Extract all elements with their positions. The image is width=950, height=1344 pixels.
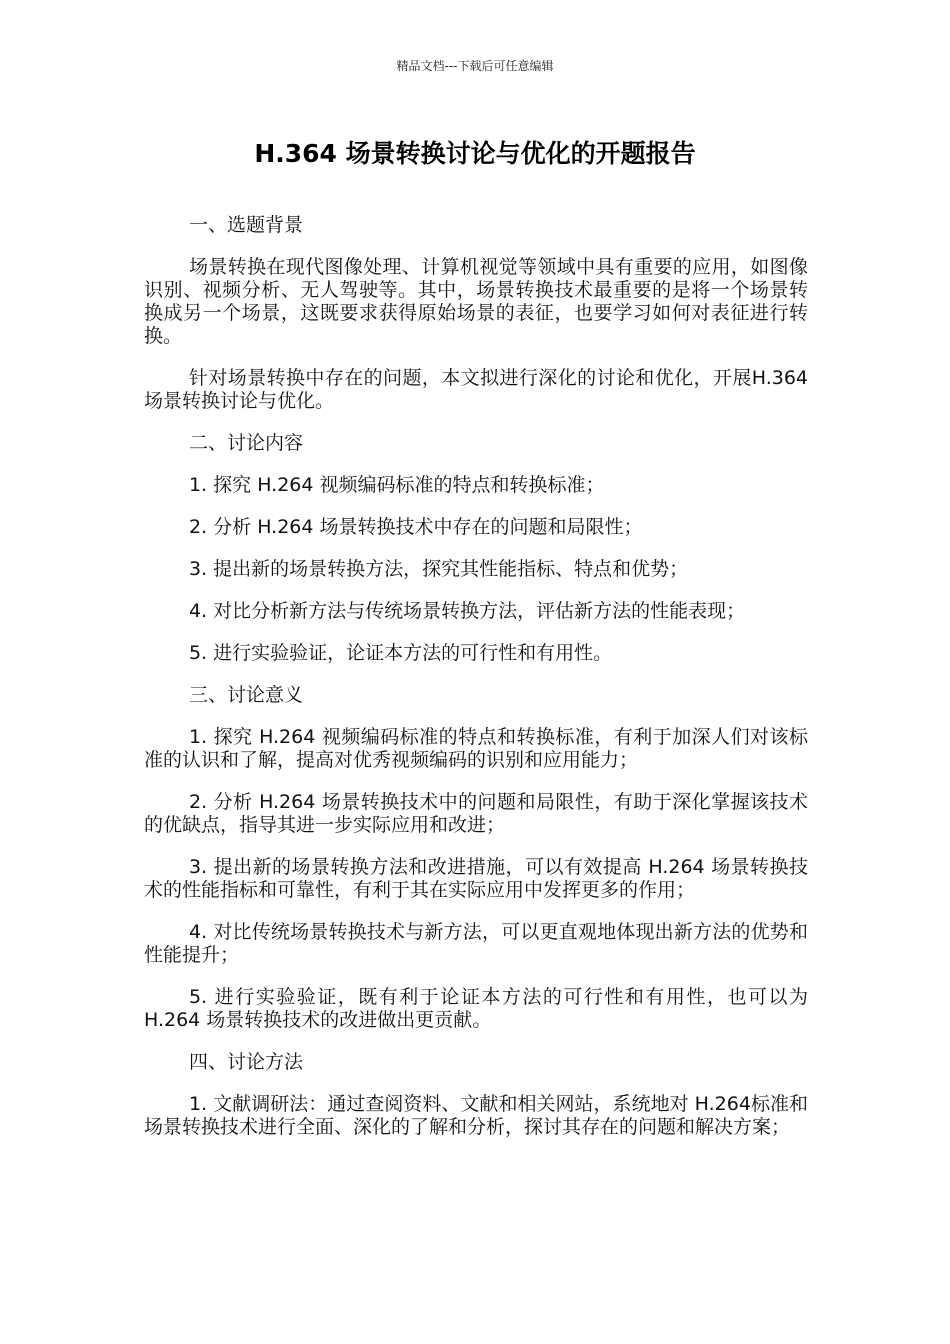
paragraph: 针对场景转换中存在的问题，本文拟进行深化的讨论和优化，开展H.364 场景转换讨论与优化。 bbox=[144, 367, 808, 412]
list-item: 1. 探究 H.264 视频编码标准的特点和转换标准； bbox=[189, 474, 605, 496]
section-heading-content: 二、讨论内容 bbox=[189, 432, 304, 454]
section-heading-significance: 三、讨论意义 bbox=[189, 684, 304, 706]
document-title: H.364 场景转换讨论与优化的开题报告 bbox=[254, 139, 696, 168]
list-item: 1. 文献调研法：通过查阅资料、文献和相关网站，系统地对 H.264标准和场景转换技术进行全面、深化的了解和分析，探讨其存在的问题和解决方案； bbox=[144, 1093, 808, 1138]
list-item: 2. 分析 H.264 场景转换技术中的问题和局限性，有助于深化掌握该技术的优缺点，指导其进一步实际应用和改进； bbox=[144, 791, 808, 836]
list-item: 5. 进行实验验证，论证本方法的可行性和有用性。 bbox=[189, 642, 613, 664]
list-item: 1. 探究 H.264 视频编码标准的特点和转换标准，有利于加深人们对该标准的认识和了解，提高对优秀视频编码的识别和应用能力； bbox=[144, 726, 808, 771]
list-item: 2. 分析 H.264 场景转换技术中存在的问题和局限性； bbox=[189, 516, 643, 538]
list-item: 4. 对比传统场景转换技术与新方法，可以更直观地体现出新方法的优势和性能提升； bbox=[144, 921, 808, 966]
page-header-watermark: 精品文档---下载后可任意编辑 bbox=[396, 59, 554, 73]
list-item: 4. 对比分析新方法与传统场景转换方法，评估新方法的性能表现； bbox=[189, 600, 746, 622]
document-body bbox=[144, 214, 808, 1158]
paragraph: 场景转换在现代图像处理、计算机视觉等领域中具有重要的应用，如图像识别、视频分析、无人驾驶等。其中，场景转换技术最重要的是将一个场景转换成另一个场景，这既要求获得原始场景的表征，也要学习如何对表征进行转换。 bbox=[144, 256, 808, 347]
list-item: 5. 进行实验验证，既有利于论证本方法的可行性和有用性，也可以为 H.264 场景转换技术的改进做出更贡献。 bbox=[144, 986, 808, 1031]
section-heading-methods: 四、讨论方法 bbox=[189, 1051, 304, 1073]
list-item: 3. 提出新的场景转换方法和改进措施，可以有效提高 H.264 场景转换技术的性能指标和可靠性，有利于其在实际应用中发挥更多的作用； bbox=[144, 856, 808, 901]
list-item: 3. 提出新的场景转换方法，探究其性能指标、特点和优势； bbox=[189, 558, 689, 580]
section-heading-background: 一、选题背景 bbox=[189, 214, 304, 236]
